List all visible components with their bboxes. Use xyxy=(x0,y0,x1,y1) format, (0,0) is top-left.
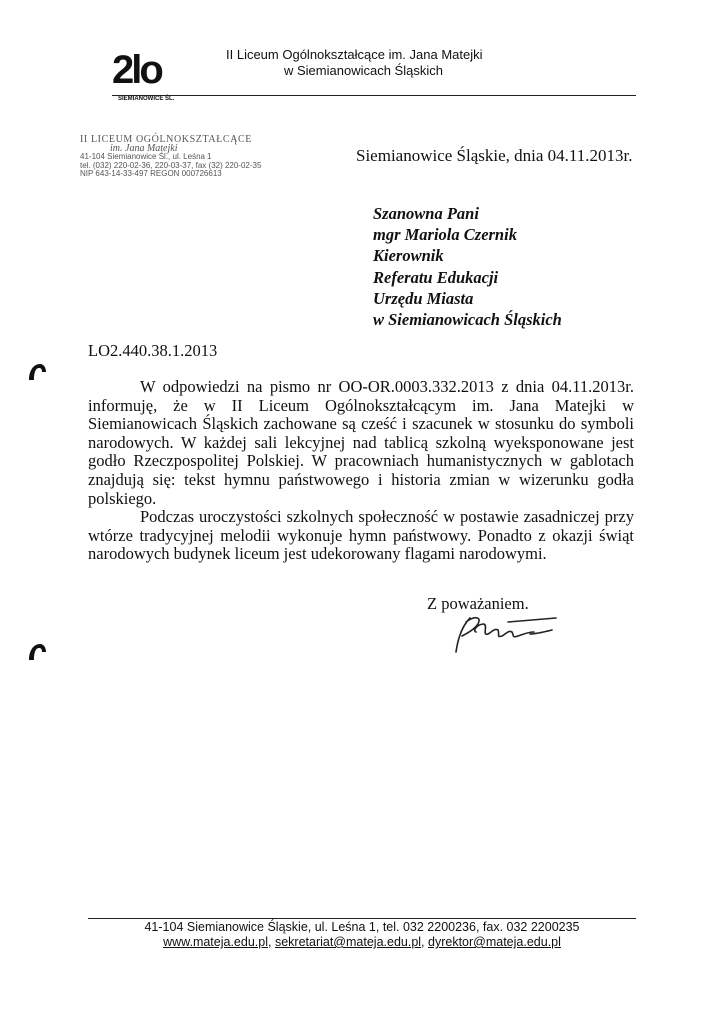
school-stamp xyxy=(80,134,262,179)
handwritten-signature xyxy=(448,612,568,656)
punch-mark-icon xyxy=(26,360,48,382)
recipient-line: Kierownik xyxy=(373,246,444,266)
stamp-line3: 41-104 Siemianowice Śl., ul. Leśna 1 xyxy=(80,152,212,162)
footer-divider xyxy=(88,918,636,919)
stamp-line5: NIP 643-14-33-497 REGON 000726613 xyxy=(80,169,222,179)
recipient-line: Referatu Edukacji xyxy=(373,267,499,287)
stamp-line4: tel. (032) 220-02-36, 220-03-37, fax (32) 220-02-35 xyxy=(80,160,262,170)
header-divider xyxy=(112,95,636,96)
footer-links xyxy=(88,935,636,950)
recipient-line: w Siemianowicach Śląskich xyxy=(373,310,562,330)
school-logo xyxy=(112,46,192,102)
letter-body xyxy=(88,378,634,564)
logo-text: 2lo xyxy=(112,48,161,92)
body-paragraph: W odpowiedzi na pismo nr OO-OR.0003.332.2013 z dnia 04.11.2013r. informuję, że w II Liceum Ogólnokształcącym im. Jana Matejki w Siemianowicach Śląskich zachowane są cześć i szacunek w stosunku do symboli narodowych. W każdej sali lekcyjnej nad tablicą szkolną wyeksponowane jest godło Rzeczpospolitej Polskiej. W pracowniach humanistycznych w gablotach znajdują się: tekst hymnu państwowego i historia zmian w wizerunku godła polskiego. xyxy=(88,377,634,508)
body-paragraph: Podczas uroczystości szkolnych społeczność w postawie zasadniczej przy wtórze tradycyjnej melodii wykonuje hymn państwowy. Ponadto z okazji świąt narodowych budynek liceum jest udekorowany flagami narodowymi. xyxy=(88,507,634,564)
closing-phrase: Z poważaniem. xyxy=(427,594,529,613)
school-name xyxy=(226,47,526,79)
footer-separator: , xyxy=(268,935,275,949)
footer xyxy=(88,920,636,950)
stamp-line2: im. Jana Matejki xyxy=(110,142,178,154)
footer-address: 41-104 Siemianowice Śląskie, ul. Leśna 1, tel. 032 2200236, fax. 032 2200235 xyxy=(144,920,580,934)
stamp-line1: II LICEUM OGÓLNOKSZTAŁCĄCE xyxy=(80,134,253,145)
logo-subtitle: SIEMIANOWICE ŚL. xyxy=(118,96,175,102)
school-name-line1: II Liceum Ogólnokształcące im. Jana Matejki xyxy=(226,47,483,62)
recipient-line: mgr Mariola Czernik xyxy=(373,225,517,245)
reference-number: LO2.440.38.1.2013 xyxy=(88,341,218,360)
school-name-line2: w Siemianowicach Śląskich xyxy=(284,63,443,78)
footer-separator: , xyxy=(421,935,428,949)
recipient-line: Szanowna Pani xyxy=(373,204,479,223)
director-email-link[interactable]: dyrektor@mateja.edu.pl xyxy=(428,935,561,949)
recipient-line: Urzędu Miasta xyxy=(373,288,474,308)
punch-mark-icon xyxy=(26,640,48,662)
letter-date: Siemianowice Śląskie, dnia 04.11.2013r. xyxy=(356,146,633,165)
recipient-block xyxy=(373,203,562,330)
website-link[interactable]: www.mateja.edu.pl xyxy=(163,935,268,949)
secretariat-email-link[interactable]: sekretariat@mateja.edu.pl xyxy=(274,935,422,949)
